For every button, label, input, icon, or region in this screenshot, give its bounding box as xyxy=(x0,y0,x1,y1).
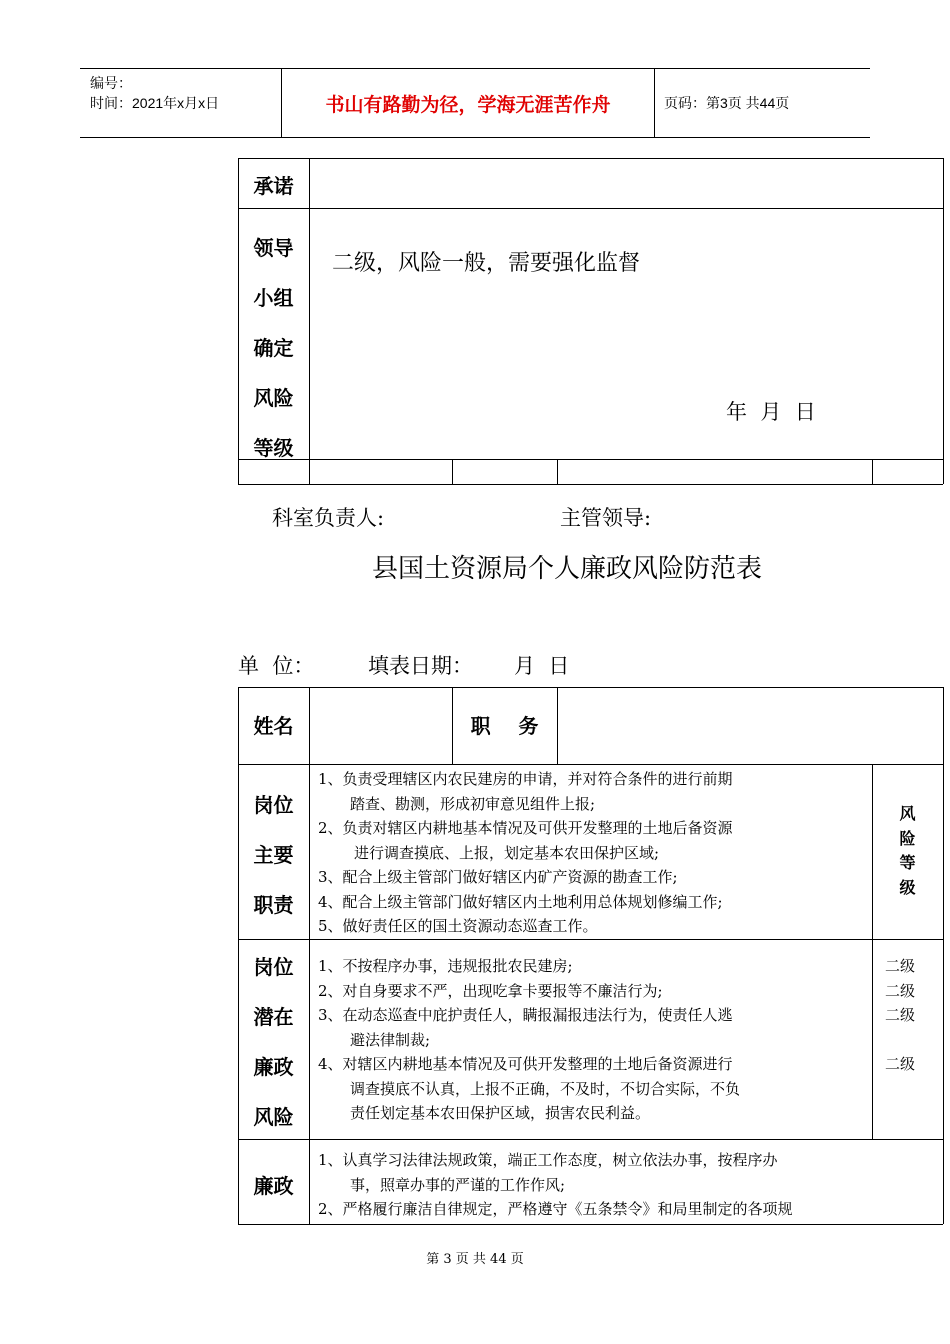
risks-list: 1、不按程序办事，违规报批农民建房; 2、对自身要求不严，出现吃拿卡要报等不廉洁行为; 3、在动态巡查中庇护责任人，瞒报漏报违法行为，使责任人逃 避法律制裁; 4、对辖区内耕地基本情况及可供开发整理的土地后备资源进行 调查摸底不认真，上报不正确，不及时，不切合实际，不负 责任划定基本农田保护区域，损害农民利益。 xyxy=(318,957,741,1122)
group-label: 领导 小组 确定 风险 等级 xyxy=(253,236,294,460)
form-title: 县国土资源局个人廉政风险防范表 xyxy=(372,554,763,584)
fill-date-label: 填表日期： xyxy=(368,654,473,678)
header-meta xyxy=(80,69,282,137)
time-label: 时间：2021年x月x日 xyxy=(90,95,220,111)
risks-label: 岗位 潜在 廉政 风险 xyxy=(253,955,294,1129)
position-label: 职 务 xyxy=(470,714,539,738)
risk-level-values: 二级 二级 二级 二级 xyxy=(884,957,915,1073)
page-header xyxy=(80,68,870,138)
risk-level-text: 二级，风险一般，需要强化监督 xyxy=(332,251,641,276)
duties-list: 1、负责受理辖区内农民建房的申请，并对符合条件的进行前期 踏查、勘测，形成初审意见组件上报; 2、负责对辖区内耕地基本情况及可供开发整理的土地后备资源 进行调查摸底、上报，划定基本农田保护区域; 3、配合上级主管部门做好辖区内矿产资源的勘查工作; 4、配合上级主管部门做好辖区内土地利用总体规划修编工作; 5、做好责任区的国土资源动态巡查工作。 xyxy=(318,770,733,935)
number-label: 编号： xyxy=(90,75,132,91)
duties-label: 岗位 主要 职责 xyxy=(253,793,294,917)
integrity-list: 1、认真学习法律法规政策，端正工作态度，树立依法办事，按程序办 事，照章办事的严谨的工作作风; 2、严格履行廉洁自律规定，严格遵守《五条禁令》和局里制定的各项规 xyxy=(318,1151,793,1218)
dept-head-label: 科室负责人: xyxy=(272,506,385,530)
commitment-label: 承诺 xyxy=(253,174,294,198)
date-text: 年 月 日 xyxy=(726,400,816,424)
page-footer: 第 3 页 共 44 页 xyxy=(426,1252,524,1267)
supervisor-label: 主管领导: xyxy=(560,506,652,530)
unit-label: 单 位： xyxy=(238,654,315,678)
risk-level-header: 风 险 等 级 xyxy=(899,804,916,897)
integrity-label: 廉政 xyxy=(253,1174,294,1198)
month-day: 月 日 xyxy=(514,654,570,678)
header-page-info: 页码：第3页 共44页 xyxy=(664,95,790,111)
name-label: 姓名 xyxy=(253,714,294,738)
header-motto: 书山有路勤为径，学海无涯苦作舟 xyxy=(282,69,655,137)
